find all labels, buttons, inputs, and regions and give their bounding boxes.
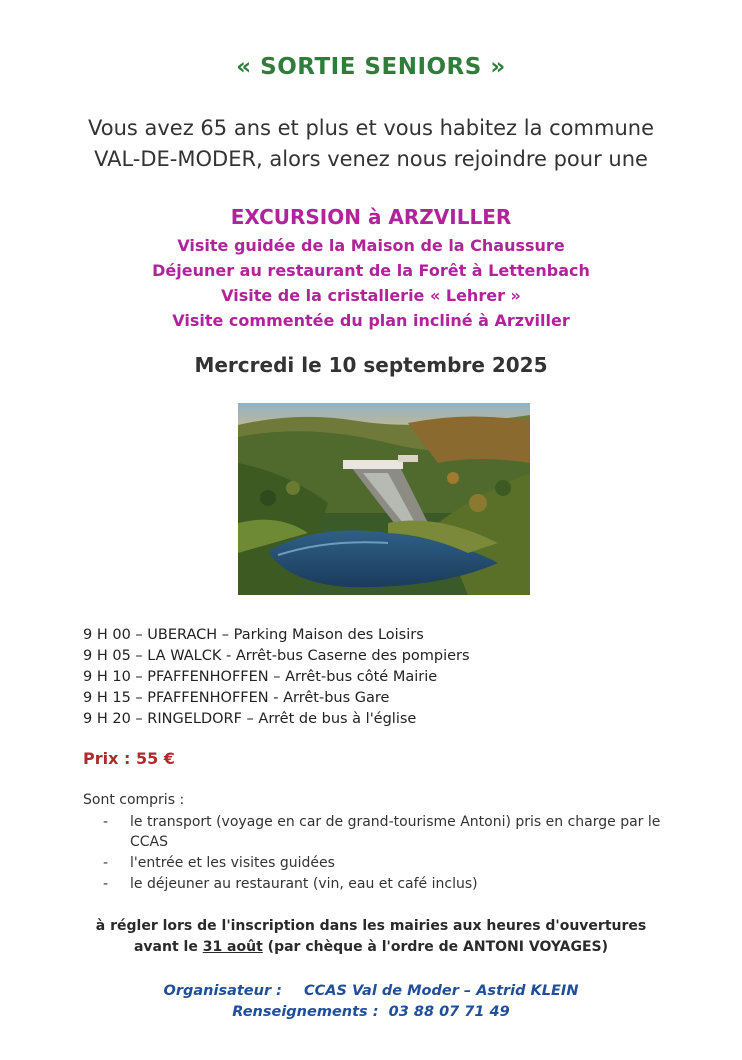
included-title: Sont compris : (83, 792, 185, 808)
activity-item: Déjeuner au restaurant de la Forêt à Lettenbach (152, 261, 590, 280)
included-list (103, 812, 663, 895)
activity-item: Visite guidée de la Maison de la Chaussure (177, 236, 565, 255)
included-item-text: l'entrée et les visites guidées (130, 855, 335, 871)
activity-item: Visite de la cristallerie « Lehrer » (221, 286, 521, 305)
intro-line-1: Vous avez 65 ans et plus et vous habitez la commune (88, 116, 654, 140)
organizer-value: CCAS Val de Moder – Astrid KLEIN (303, 983, 579, 999)
schedule-item: 9 H 00 – UBERACH – Parking Maison des Loisirs (83, 627, 424, 643)
info-label: Renseignements : (232, 1004, 379, 1020)
included-item (103, 853, 663, 873)
organizer-label: Organisateur : (163, 983, 282, 999)
payment-deadline: 31 août (202, 939, 263, 955)
schedule-item: 9 H 15 – PFAFFENHOFFEN - Arrêt-bus Gare (83, 690, 390, 706)
info-phone: 03 88 07 71 49 (388, 1004, 510, 1020)
dash-bullet: - (103, 876, 109, 892)
schedule-list (83, 625, 470, 730)
event-date: Mercredi le 10 septembre 2025 (194, 353, 548, 377)
payment-line-1: à régler lors de l'inscription dans les mairies aux heures d'ouvertures (95, 918, 647, 934)
activity-item: Visite commentée du plan incliné à Arzviller (172, 311, 570, 330)
price: Prix : 55 € (83, 749, 175, 768)
schedule-item: 9 H 20 – RINGELDORF – Arrêt de bus à l'église (83, 711, 417, 727)
payment-text-after: (par chèque à l'ordre de ANTONI VOYAGES) (262, 939, 609, 955)
included-item-text: le déjeuner au restaurant (vin, eau et café inclus) (130, 876, 478, 892)
dash-bullet: - (103, 814, 109, 830)
schedule-item: 9 H 05 – LA WALCK - Arrêt-bus Caserne des pompiers (83, 648, 470, 664)
included-item (103, 812, 663, 852)
dash-bullet: - (103, 855, 109, 871)
schedule-item: 9 H 10 – PFAFFENHOFFEN – Arrêt-bus côté Mairie (83, 669, 438, 685)
excursion-title: EXCURSION à ARZVILLER (230, 205, 512, 229)
organizer-line (0, 983, 742, 999)
payment-text-before: avant le (133, 939, 203, 955)
included-item-text: le transport (voyage en car de grand-tourisme Antoni) pris en charge par le CCAS (130, 814, 661, 850)
payment-line-2 (0, 939, 742, 955)
aerial-photo-icon (238, 403, 530, 595)
included-item (103, 874, 663, 894)
info-line (0, 1004, 742, 1020)
intro-line-2: VAL-DE-MODER, alors venez nous rejoindre pour une (94, 147, 648, 171)
page-title: « SORTIE SENIORS » (236, 54, 506, 80)
